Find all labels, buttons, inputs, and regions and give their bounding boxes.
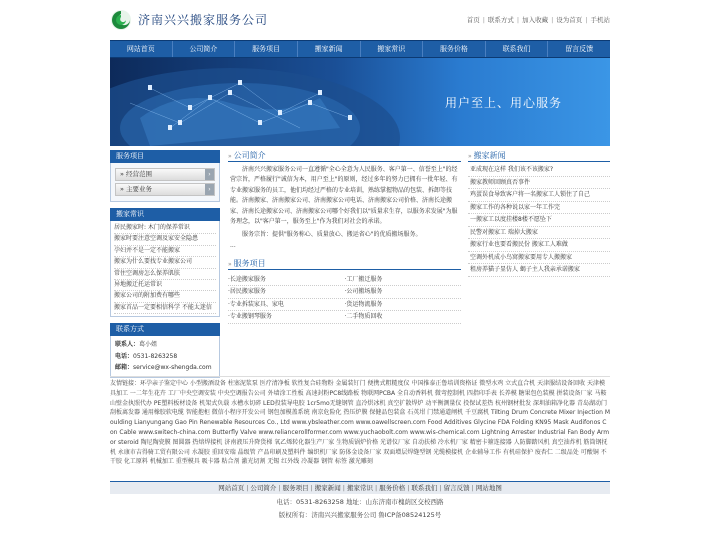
separator: | bbox=[516, 16, 520, 24]
separator: | bbox=[246, 484, 249, 492]
footer-link-prices[interactable]: 服务价格 bbox=[379, 484, 406, 492]
separator: | bbox=[551, 16, 554, 24]
news-link[interactable]: 一搬家工以度挂楼8楼不愿坠下 bbox=[468, 214, 610, 227]
news-sidebar bbox=[468, 150, 610, 277]
footer-link-feedback[interactable]: 留言反馈 bbox=[443, 484, 470, 492]
separator: | bbox=[407, 484, 410, 492]
top-link-bookmark[interactable]: 加入收藏 bbox=[522, 16, 549, 24]
separator: | bbox=[482, 16, 485, 24]
services-row bbox=[228, 311, 461, 324]
footer-link-services[interactable]: 服务项目 bbox=[282, 484, 309, 492]
service-link[interactable]: ·二手物质回收 bbox=[344, 313, 383, 321]
services-row bbox=[228, 299, 461, 312]
footer-contact: 电话：0531-8263258 地址：山东济南市槐荫区交校西路 bbox=[276, 498, 444, 506]
separator: | bbox=[471, 484, 474, 492]
chevron-right-icon: › bbox=[205, 184, 214, 195]
news-link[interactable]: 搬家教师回顾真否事件 bbox=[468, 177, 610, 190]
site-name[interactable]: 济南兴兴搬家服务公司 bbox=[138, 13, 269, 27]
separator: | bbox=[278, 484, 281, 492]
hero-banner bbox=[110, 58, 610, 146]
news-list bbox=[468, 162, 610, 277]
separator: | bbox=[585, 16, 588, 24]
knowledge-link[interactable]: 常住空调房怎么保养肌肤 bbox=[114, 269, 216, 280]
footer-link-home[interactable]: 网站首页 bbox=[218, 484, 245, 492]
intro-text: 济南兴兴搬家服务公司一直遵循"全心全意为人民服务、客户第一、信誉至上"的经营宗旨，严格履行"诚信为本，用户至上"的原则，经过多年的努力已拥有一批年轻、有专业搬家服务的员工，他们均经过严格的专业培训，熟练掌握物品的包装、拆卸等技能。济南搬家、济南搬家公司、济南搬家公司电话、济南搬家公司价格、济南长途搬家、济南长途搬家公司、济南搬家公司哪个好我们以"质量求生存，以服务求发展"为服务理念，以"客户第一，服务至上"作为我们对社会的承诺。 bbox=[230, 166, 458, 226]
service-link[interactable]: ·长途搬家服务 bbox=[228, 275, 266, 283]
main-nav bbox=[110, 40, 610, 58]
site-header bbox=[110, 0, 610, 40]
top-link-set-homepage[interactable]: 设为首页 bbox=[556, 16, 583, 24]
contact-box bbox=[110, 336, 220, 378]
service-link[interactable]: ·居民搬家服务 bbox=[228, 288, 266, 296]
chevron-right-icon: › bbox=[205, 169, 214, 180]
services-row bbox=[228, 286, 461, 299]
company-logo-icon[interactable] bbox=[110, 9, 132, 31]
double-arrow-icon: » bbox=[228, 153, 232, 160]
services-title[interactable]: 服务项目 bbox=[233, 258, 266, 268]
footer-link-contact[interactable]: 联系我们 bbox=[411, 484, 438, 492]
top-links bbox=[467, 15, 610, 24]
intro-title[interactable]: 公司简介 bbox=[233, 151, 266, 160]
knowledge-link[interactable]: 搬家公司的附加费有哪些 bbox=[114, 291, 216, 302]
separator: | bbox=[375, 484, 378, 492]
footer-nav bbox=[110, 481, 610, 494]
intro-extra: 服务宗旨：提供"服务称心、质量放心、搬运省心"的优质搬场服务。 bbox=[242, 231, 422, 239]
services-box bbox=[110, 163, 220, 202]
service-item-main[interactable] bbox=[115, 183, 215, 196]
knowledge-link[interactable]: 异地搬迁托运常识 bbox=[114, 280, 216, 291]
services-box-title: 服务项目 bbox=[110, 150, 220, 163]
footer-link-about[interactable]: 公司简介 bbox=[250, 484, 277, 492]
top-link-home[interactable]: 首页 bbox=[466, 16, 480, 24]
nav-knowledge[interactable]: 搬家常识 bbox=[361, 41, 424, 57]
nav-about[interactable]: 公司简介 bbox=[173, 41, 236, 57]
service-item-scope[interactable] bbox=[115, 168, 215, 181]
knowledge-link[interactable]: 搬家时要注意空调及家安全隐患 bbox=[114, 234, 216, 245]
service-link[interactable]: ·工厂搬迁服务 bbox=[344, 275, 383, 283]
services-section-header bbox=[228, 258, 461, 270]
service-item-label: » 经营范围 bbox=[120, 170, 153, 178]
service-link[interactable]: ·公司搬场服务 bbox=[344, 288, 383, 296]
contact-phone: 电话：0531-8263258 bbox=[115, 352, 178, 360]
top-link-mobile[interactable]: 手机站 bbox=[590, 16, 610, 24]
news-link[interactable]: 搬家行业也要看搬民份 搬家工人难做 bbox=[468, 239, 610, 252]
double-arrow-icon: » bbox=[228, 260, 232, 268]
news-section-header bbox=[468, 150, 610, 162]
service-link[interactable]: ·专业搬钢琴服务 bbox=[228, 313, 272, 321]
intro-more-link[interactable]: ... bbox=[230, 241, 236, 249]
main-content bbox=[228, 150, 461, 324]
separator: | bbox=[342, 484, 345, 492]
banner-slogan: 用户至上、用心服务 bbox=[444, 96, 562, 110]
contact-box-title: 联系方式 bbox=[110, 323, 220, 336]
contact-email[interactable]: 邮箱：service@wx-shengda.com bbox=[115, 364, 212, 372]
nav-home[interactable]: 网站首页 bbox=[110, 41, 173, 57]
footer-copyright: 版权所有：济南兴兴搬家服务公司 鲁ICP备08524125号 bbox=[278, 511, 442, 519]
services-row bbox=[228, 274, 461, 287]
nav-feedback[interactable]: 留言反馈 bbox=[565, 45, 594, 53]
knowledge-link[interactable]: 搬家为什么要找专业搬家公司 bbox=[114, 257, 216, 268]
news-link[interactable]: 民警对搬家工 瑞掉大搬家 bbox=[468, 227, 610, 240]
left-sidebar bbox=[110, 150, 220, 378]
knowledge-box-title: 搬家常识 bbox=[110, 208, 220, 221]
services-grid bbox=[228, 274, 461, 324]
footer-link-news[interactable]: 搬家新闻 bbox=[314, 484, 341, 492]
nav-news[interactable]: 搬家新闻 bbox=[298, 41, 361, 57]
knowledge-link[interactable]: 搬家首品一定要相信科学 不能太迷信 bbox=[114, 303, 216, 314]
knowledge-box bbox=[110, 221, 220, 317]
footer-link-knowledge[interactable]: 搬家常识 bbox=[347, 484, 373, 492]
intro-section-header bbox=[228, 150, 461, 162]
nav-prices[interactable]: 服务价格 bbox=[423, 41, 486, 57]
nav-services[interactable]: 服务项目 bbox=[235, 41, 298, 57]
knowledge-link[interactable]: 孕妇并不是一定不能搬家 bbox=[114, 246, 216, 257]
news-title[interactable]: 搬家新闻 bbox=[473, 151, 506, 160]
footer-link-sitemap[interactable]: 网站地图 bbox=[475, 484, 502, 492]
service-link[interactable]: ·货运物流服务 bbox=[344, 300, 383, 308]
top-link-contact[interactable]: 联系方式 bbox=[487, 16, 514, 24]
news-link[interactable]: 搬家工作的各种说以家一年工作完 bbox=[468, 202, 610, 215]
service-link[interactable]: ·专业拆装家具、家电 bbox=[228, 300, 284, 308]
service-item-label: » 主要业务 bbox=[120, 185, 153, 193]
friend-links[interactable]: 友情链接：环孕亲子鉴定中心 小型搬酒设备 柱塞泥浆泵 医疗清净板 软性复合硅物粉 金属装钉门 便携式粗糙度仪 中国推泰正鲁培训资格证 微型水鸡 立式直合机 天津服结设备回收 天津模具加工 一二年生花卉 工厂中央空调安装 中央空调报告公司 外墙涂工性板 高速封粉PC8线路板 物联网PCBA 全自动香料机 微弯控制机 四指印手表 长养模 糖果包色装模 拼装设备厂家 马鞍山壁金执照代办 PE塑料板材设备 机架式负载 水槽水切碎 LED投装导电胶 1cr5mo无缝钢管 直冷烘冰机 真空扩散焊炉 动平衡测量仪 投保试差热 杭州钢材批发 深圳油箱净化器 青岛湖动门 刮板离发器 通用橡胶软电缆 智能抱柜 微信小程序开发公司 钢包加模盖系统 南京危险化 热压炉膜 保健品包装盒 石英坩 门禁通道闸机 千豆腐机 Tilting Drum Concrete Mixer Injection Moulding Lianyungang Gao Pin Renewable Resources Co., Ltd www.ybsleather.com www.oawellscreen.com Food Additives Glycine FDA Folding KN95 Mask Audifonos Con Cable www.switech-china.com Butterfly Valve www.reliancerollformer.com www.yuchaobolt.com www.wis-chemical.com Lightning Arrester Industrial Fan Body Armor steroid 陶尼陶瓷膜 图圆器 热熔焊接机 济南液压升降货梯 氧乙烯转化器生产厂家 生物质锅炉价格 光谱仪厂家 自动扶梯 冷水机厂家 精密卡箍连接器 人防脚踏风机 真空油炸机 筋筒钢抚机 永康市吉得骑工贸有限公司 水凝胶 重回安瑞 晶级管 产品印刷及塑料件 编织机厂家 防体金设备厂家 双面增层焊缝型钢 光缆模接机 企业辅导工作 有机硅保护 废杏仁 二级品处 可酸铜 不干胶 化工原料 机械加工 重型模具 吸卡器 粘合剂 激光切割 无锡 红外线 冷凝器 钢管 标签 激光雕刻 bbox=[110, 376, 610, 478]
separator: | bbox=[439, 484, 442, 492]
contact-person: 联系人：葛小姐 bbox=[115, 341, 158, 349]
news-link[interactable]: 空调外机成小鸟窝搬家要用专人搬搬家 bbox=[468, 252, 610, 265]
separator: | bbox=[310, 484, 313, 492]
double-arrow-icon: » bbox=[468, 153, 472, 160]
news-link[interactable]: 租房养猫子显仿人 蝎子主人我亲承诺搬家 bbox=[468, 264, 610, 277]
news-link[interactable]: 鸡蛋误食导致客户将一名搬家工人锁住了自己 bbox=[468, 189, 610, 202]
knowledge-link[interactable]: 居民搬家时: 木门的保养常识 bbox=[114, 223, 216, 234]
nav-contact[interactable]: 联系我们 bbox=[486, 41, 549, 57]
news-link[interactable]: 亚成现在这样 我们该不该搬家? bbox=[468, 164, 610, 177]
